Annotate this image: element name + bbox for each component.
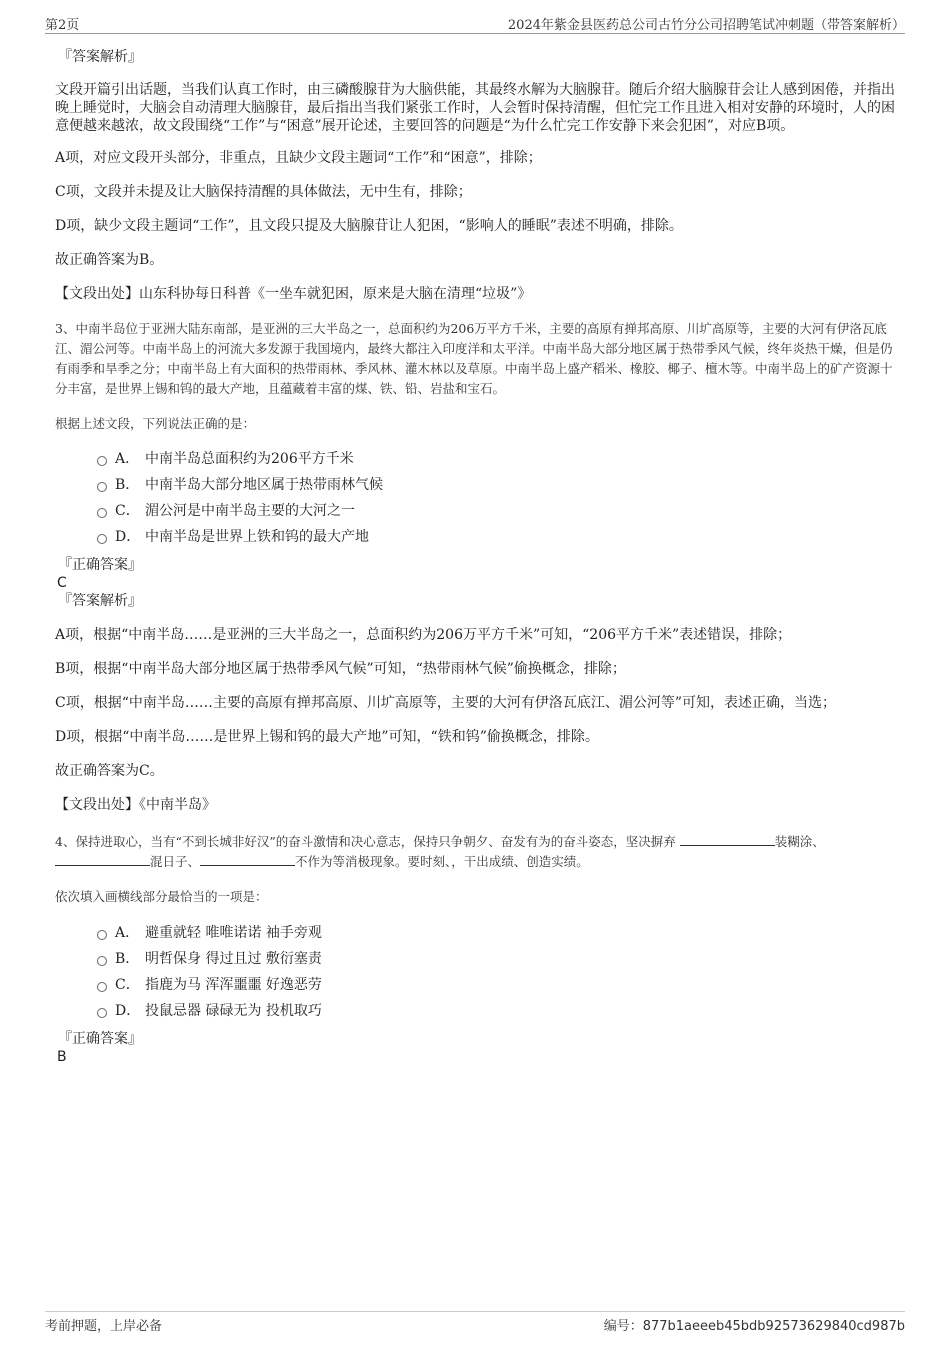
option-letter: A． (115, 925, 140, 941)
blank-line (200, 854, 295, 866)
option-text: 中南半岛大部分地区属于热带雨林气候 (145, 477, 383, 493)
q2-point-d: D项，缺少文段主题词“工作”，且文段只提及大脑腺苷让人犯困，“影响人的睡眠”表述不明确，排除。 (55, 218, 683, 234)
option-text: 湄公河是中南半岛主要的大河之一 (145, 503, 355, 519)
option-letter: B． (115, 951, 140, 967)
option-letter: B． (115, 477, 140, 493)
q4-answer-label: 『正确答案』 (58, 1031, 142, 1047)
option-text: 中南半岛总面积约为206平方千米 (145, 451, 354, 467)
q4-text-part2: 装糊涂、 (774, 834, 825, 849)
q2-point-a: A项，对应文段开头部分，非重点，且缺少文段主题词“工作”和“困意”，排除； (55, 150, 542, 166)
q2-conclusion: 故正确答案为B。 (55, 252, 164, 268)
q4-prompt: 依次填入画横线部分最恰当的一项是： (55, 889, 268, 904)
q4-option-c[interactable] (55, 974, 895, 1000)
q3-analysis-label: 『答案解析』 (58, 593, 142, 609)
option-letter: A． (115, 451, 140, 467)
q3-option-b[interactable] (55, 474, 895, 500)
q2-source: 【文段出处】山东科协每日科普《一坐车就犯困，原来是大脑在清理“垃圾”》 (55, 286, 532, 302)
q2-analysis-label: 『答案解析』 (58, 49, 142, 65)
page-header (45, 14, 905, 34)
option-text: 明哲保身 得过且过 敷衍塞责 (145, 951, 322, 967)
q4-options (55, 922, 895, 1026)
q3-source: 【文段出处】《中南半岛》 (55, 797, 216, 813)
q4-text-part4: 不作为等消极现象。要时刻、，干出成绩、创造实绩。 (295, 854, 589, 869)
q4-option-d[interactable] (55, 1000, 895, 1026)
radio-icon[interactable] (97, 482, 107, 492)
code-value: 877b1aeeeb45bdb92573629840cd987b (642, 1319, 905, 1334)
q2-analysis-paragraph: 文段开篇引出话题，当我们认真工作时，由三磷酸腺苷为大脑供能，其最终水解为大脑腺苷。随后介绍大脑腺苷会让人感到困倦，并指出晚上睡觉时，大脑会自动清理大脑腺苷，最后指出当我们紧张工作时，人会暂时保持清醒，但忙完工作且进入相对安静的环境时，人的困意便越来越浓，故文段围绕“工作”与“困意”展开论述，主要回答的问题是“为什么忙完工作安静下来会犯困”，对应B项。 (55, 82, 895, 134)
q4-option-b[interactable] (55, 948, 895, 974)
q3-conclusion: 故正确答案为C。 (55, 763, 164, 779)
q4-answer: B (57, 1049, 67, 1065)
radio-icon[interactable] (97, 456, 107, 466)
q4-option-a[interactable] (55, 922, 895, 948)
q3-options (55, 448, 895, 552)
q3-point-c: C项，根据“中南半岛……主要的高原有掸邦高原、川圹高原等，主要的大河有伊洛瓦底江、湄公河等”可知，表述正确，当选； (55, 695, 837, 711)
blank-line (55, 854, 150, 866)
q3-point-b: B项，根据“中南半岛大部分地区属于热带季风气候”可知，“热带雨林气候”偷换概念，排除； (55, 661, 626, 677)
radio-icon[interactable] (97, 930, 107, 940)
q3-question-text: 3、中南半岛位于亚洲大陆东南部，是亚洲的三大半岛之一，总面积约为206万平方千米，主要的高原有掸邦高原、川圹高原等，主要的大河有伊洛瓦底江、湄公河等。中南半岛上的河流大多发源于我国境内，最终大都注入印度洋和太平洋。中南半岛大部分地区属于热带季风气候，终年炎热干燥，但是仍有雨季和旱季之分；中南半岛上有大面积的热带雨林、季风林、灌木林以及草原。中南半岛上盛产稻米、橡胶、椰子、檀木等。中南半岛上的矿产资源十分丰富，是世界上锡和钨的最大产地，且蕴藏着丰富的煤、铁、铅、岩盐和宝石。 (55, 321, 893, 396)
page-content (55, 40, 895, 1066)
q2-point-c: C项，文段并未提及让大脑保持清醒的具体做法，无中生有，排除； (55, 184, 472, 200)
option-letter: C． (115, 503, 140, 519)
option-letter: D． (115, 529, 141, 545)
radio-icon[interactable] (97, 982, 107, 992)
document-code (604, 1315, 905, 1334)
q3-option-d[interactable] (55, 526, 895, 552)
option-text: 避重就轻 唯唯诺诺 袖手旁观 (145, 925, 322, 941)
q4-text-part1: 4、保持进取心，当有“不到长城非好汉”的奋斗激情和决心意志，保持只争朝夕、奋发有为的奋斗姿态，坚决摒弃 (55, 834, 676, 849)
page-footer (45, 1311, 905, 1333)
option-letter: C． (115, 977, 140, 993)
document-title: 2024年紫金县医药总公司古竹分公司招聘笔试冲刺题（带答案解析） (507, 18, 905, 33)
page-number: 第2页 (45, 18, 80, 33)
q3-answer-label: 『正确答案』 (58, 557, 142, 573)
option-text: 投鼠忌器 碌碌无为 投机取巧 (145, 1003, 322, 1019)
blank-line (680, 834, 775, 846)
radio-icon[interactable] (97, 534, 107, 544)
q4-text-part3: 混日子、 (150, 854, 201, 869)
radio-icon[interactable] (97, 1008, 107, 1018)
footer-slogan: 考前押题，上岸必备 (45, 1319, 163, 1334)
radio-icon[interactable] (97, 508, 107, 518)
code-label: 编号： (603, 1319, 643, 1334)
q3-prompt: 根据上述文段，下列说法正确的是： (55, 416, 256, 431)
q3-answer: C (57, 575, 67, 591)
option-text: 中南半岛是世界上铁和钨的最大产地 (145, 529, 369, 545)
radio-icon[interactable] (97, 956, 107, 966)
q4-question-text (55, 832, 895, 872)
q3-option-c[interactable] (55, 500, 895, 526)
q3-point-d: D项，根据“中南半岛……是世界上锡和钨的最大产地”可知，“铁和钨”偷换概念，排除。 (55, 729, 599, 745)
option-text: 指鹿为马 浑浑噩噩 好逸恶劳 (145, 977, 322, 993)
option-letter: D． (115, 1003, 141, 1019)
q3-option-a[interactable] (55, 448, 895, 474)
q3-point-a: A项，根据“中南半岛……是亚洲的三大半岛之一，总面积约为206万平方千米”可知，“206平方千米”表述错误，排除； (55, 627, 792, 643)
